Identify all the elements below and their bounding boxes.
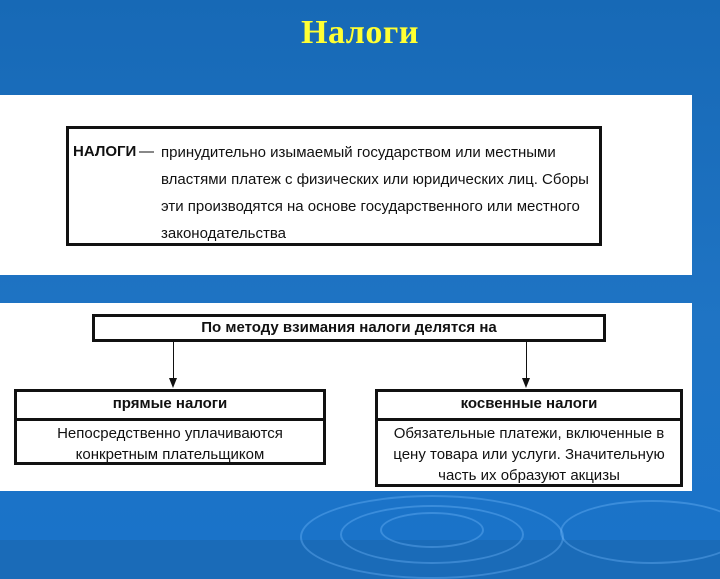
definition-box bbox=[66, 126, 602, 246]
indirect-taxes-header: косвенные налоги bbox=[378, 392, 680, 421]
method-box: По методу взимания налоги делятся на bbox=[92, 314, 606, 342]
indirect-taxes-description: Обязательные платежи, включенные в цену товара или услуги. Значительную часть их образуют акцизы bbox=[393, 425, 665, 484]
ripple-decoration bbox=[380, 512, 484, 548]
indirect-taxes-box bbox=[375, 389, 683, 487]
arrow-head-left bbox=[169, 378, 177, 388]
definition-term: НАЛОГИ bbox=[73, 143, 137, 160]
definition-text: принудительно изымаемый государством или местными властями платеж с физических или юридических лиц. Сборы эти производятся на основе государственного или местного законодательства bbox=[161, 144, 589, 242]
arrow-line-right bbox=[526, 342, 527, 382]
direct-taxes-header: прямые налоги bbox=[17, 392, 323, 421]
ripple-decoration bbox=[560, 500, 720, 564]
direct-taxes-box bbox=[14, 389, 326, 465]
definition-dash: — bbox=[139, 143, 154, 160]
direct-taxes-description: Непосредственно уплачиваются конкретным плательщиком bbox=[57, 425, 283, 463]
arrow-head-right bbox=[522, 378, 530, 388]
arrow-line-left bbox=[173, 342, 174, 382]
slide-title: Налоги bbox=[301, 14, 419, 51]
